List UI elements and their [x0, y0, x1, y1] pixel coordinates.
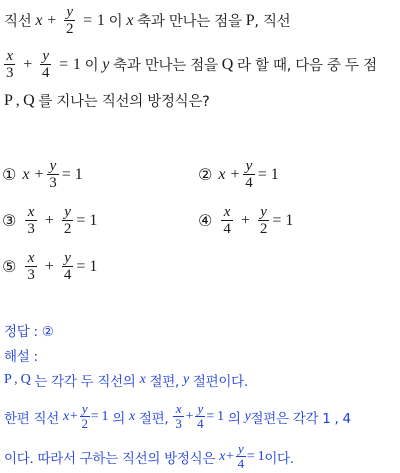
option-3[interactable] — [2, 204, 97, 237]
question-text: 직선 — [4, 14, 32, 30]
explanation-text: 이다. — [264, 450, 294, 467]
fraction-numerator: x — [6, 48, 13, 64]
fraction-denominator: 4 — [197, 416, 204, 431]
question-text: 이 — [84, 58, 99, 74]
option-number: ④ — [198, 211, 213, 230]
math-var: y — [102, 55, 110, 73]
explanation-text: 절편이다. — [192, 374, 248, 390]
math-number: 1 — [96, 11, 105, 29]
question-text: 이 — [108, 14, 123, 30]
option-rhs: = 1 — [76, 211, 98, 229]
point-label: Q — [221, 55, 233, 73]
fraction-numerator: y — [49, 158, 57, 174]
fraction-denominator: 2 — [81, 416, 88, 431]
fraction-denominator: 4 — [245, 175, 253, 191]
question-text: , 직선 — [254, 14, 291, 30]
option-number: ① — [2, 165, 17, 184]
fraction-numerator: y — [260, 204, 267, 220]
option-rhs: = 1 — [61, 165, 83, 183]
math-var: x — [139, 372, 146, 387]
math-fraction — [236, 442, 246, 471]
math-op: + — [226, 448, 234, 464]
explanation-text: 이다. 따라서 구하는 직선의 방정식은 — [4, 450, 216, 467]
answer-text: 정답 : ② — [4, 324, 54, 340]
math-equation: = 1 — [90, 408, 109, 424]
fraction-denominator: 4 — [237, 456, 244, 471]
explanation-text: 절편은 각각 1 , 4 — [250, 410, 351, 427]
fraction-denominator: 2 — [63, 221, 72, 237]
explanation-text: 의 — [227, 410, 241, 427]
fraction-numerator: y — [81, 401, 88, 416]
math-fraction — [243, 158, 255, 191]
math-op: + — [23, 55, 32, 73]
option-number: ② — [198, 165, 213, 184]
explanation-text: 해설 : — [4, 349, 38, 365]
fraction-denominator: 2 — [65, 21, 74, 37]
explanation-line-1 — [4, 370, 248, 390]
option-number: ⑤ — [2, 257, 17, 276]
fraction-denominator: 4 — [63, 267, 72, 283]
math-fraction — [47, 158, 59, 191]
math-number: 1 — [72, 55, 81, 73]
fraction-numerator: y — [64, 250, 71, 266]
math-fraction — [64, 4, 75, 37]
option-expr: x + — [218, 165, 241, 183]
math-op: = — [83, 11, 92, 29]
fraction-numerator: y — [66, 4, 73, 20]
fraction-numerator: x — [175, 401, 182, 416]
math-fraction — [25, 204, 37, 237]
math-var: x — [128, 408, 135, 424]
fraction-denominator: 4 — [41, 65, 50, 81]
fraction-denominator: 3 — [49, 175, 57, 191]
fraction-denominator: 3 — [27, 267, 35, 283]
point-label: P — [245, 11, 255, 29]
explanation-label — [4, 345, 38, 365]
answer-label — [4, 320, 54, 340]
math-var: x — [219, 448, 225, 464]
math-op: + — [185, 408, 194, 424]
option-rhs: = 1 — [257, 165, 279, 183]
explanation-text: 는 각각 두 직선의 — [34, 374, 136, 390]
fraction-numerator: x — [223, 204, 231, 220]
fraction-denominator: 2 — [259, 221, 268, 237]
question-line-1 — [4, 4, 290, 37]
math-op: + — [69, 408, 78, 424]
math-op: + — [44, 257, 54, 275]
fraction-denominator: 3 — [175, 416, 182, 431]
math-op: = — [59, 55, 68, 73]
math-fraction — [80, 402, 90, 431]
math-equation: = 1 — [206, 408, 224, 424]
option-4[interactable] — [198, 204, 293, 237]
math-var: y — [182, 372, 189, 387]
math-var: x — [62, 408, 69, 424]
math-fraction — [62, 250, 74, 283]
fraction-denominator: 3 — [27, 221, 35, 237]
fraction-numerator: y — [64, 204, 71, 220]
math-op: + — [47, 11, 56, 29]
explanation-text: 절편, — [138, 410, 169, 427]
option-1[interactable] — [2, 158, 83, 191]
question-text: 축과 만나는 점을 — [113, 58, 218, 74]
explanation-text: 절편, — [149, 374, 179, 390]
math-fraction — [195, 402, 205, 431]
option-expr: x + — [22, 165, 45, 183]
option-2[interactable] — [198, 158, 279, 191]
math-fraction — [173, 402, 183, 431]
math-fraction — [258, 204, 270, 237]
math-op: + — [240, 211, 250, 229]
explanation-text: 의 — [112, 410, 125, 427]
math-equation: = 1 — [246, 448, 265, 464]
math-fraction — [62, 204, 74, 237]
explanation-line-2 — [4, 402, 351, 431]
question-text: 축과 만나는 점을 — [137, 14, 242, 30]
fraction-numerator: y — [245, 158, 253, 174]
question-text: 를 지나는 직선의 방정식은? — [38, 94, 210, 110]
question-line-3 — [4, 90, 209, 111]
math-fraction — [4, 48, 15, 81]
math-op: + — [44, 211, 54, 229]
option-5[interactable] — [2, 250, 97, 283]
math-fraction — [25, 250, 37, 283]
point-label: P , Q — [4, 91, 35, 109]
math-fraction — [221, 204, 233, 237]
fraction-numerator: y — [197, 401, 204, 416]
fraction-numerator: y — [237, 441, 244, 456]
fraction-numerator: y — [42, 48, 49, 64]
point-label: P , Q — [4, 372, 31, 387]
math-var: y — [244, 408, 251, 424]
option-rhs: = 1 — [76, 257, 98, 275]
fraction-denominator: 3 — [6, 65, 14, 81]
fraction-numerator: x — [27, 250, 35, 266]
explanation-text: 한편 직선 — [4, 410, 59, 427]
fraction-numerator: x — [27, 204, 35, 220]
option-number: ③ — [2, 211, 17, 230]
explanation-line-3 — [4, 442, 294, 471]
question-text: 라 할 때, 다음 중 두 점 — [236, 58, 377, 74]
question-line-2 — [4, 48, 377, 81]
fraction-denominator: 4 — [223, 221, 231, 237]
math-var: x — [35, 11, 43, 29]
math-var: x — [126, 11, 134, 29]
math-fraction — [40, 48, 51, 81]
option-rhs: = 1 — [272, 211, 294, 229]
